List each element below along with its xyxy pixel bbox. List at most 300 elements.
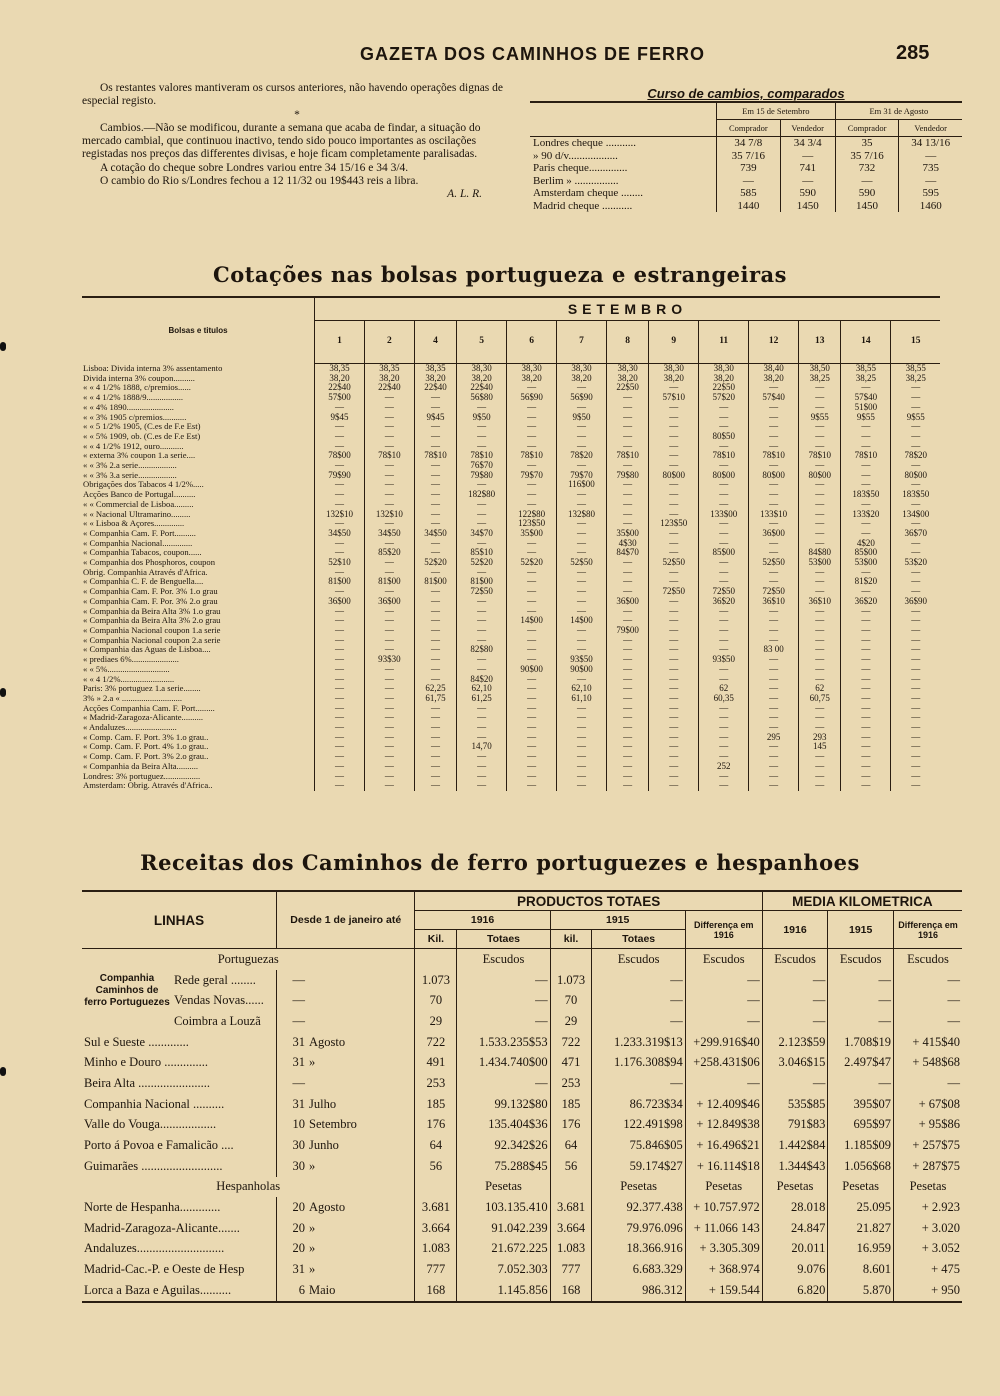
unit-label: Escudos — [894, 949, 963, 970]
value-cell: + 287$75 — [894, 1156, 963, 1177]
value-cell: 253 — [415, 1073, 457, 1094]
quote-cell: — — [841, 704, 891, 714]
quote-cell: — — [414, 752, 456, 762]
quote-cell: 81$00 — [364, 577, 414, 587]
quote-cell: — — [699, 752, 749, 762]
quote-cell: — — [507, 490, 557, 500]
quote-cell: — — [699, 723, 749, 733]
quote-cell: — — [749, 568, 799, 578]
value-cell: 3.664 — [415, 1218, 457, 1239]
quote-cell: — — [364, 413, 414, 423]
quote-cell: — — [364, 645, 414, 655]
value-cell: — — [685, 990, 762, 1011]
quote-cell: 78$10 — [414, 451, 456, 461]
quote-cell: 90$00 — [557, 665, 607, 675]
table-row — [82, 1280, 962, 1301]
quote-cell: 9$50 — [457, 413, 507, 423]
quote-cell: — — [557, 577, 607, 587]
day-header: 4 — [414, 321, 456, 364]
year-header: 1915 — [828, 911, 894, 949]
quote-cell: — — [749, 616, 799, 626]
table-row — [82, 1239, 962, 1260]
quote-cell: — — [891, 684, 940, 694]
day-header: 15 — [891, 321, 940, 364]
quote-cell: 52$20 — [414, 558, 456, 568]
value-cell: — — [894, 1073, 963, 1094]
quote-cell: 36$90 — [891, 597, 940, 607]
quote-cell: 57$20 — [699, 393, 749, 403]
value-cell: 1.145.856 — [457, 1280, 550, 1301]
table-row — [82, 772, 940, 782]
cambios-label: » 90 d/v.................. — [533, 149, 618, 162]
quote-cell: — — [649, 480, 699, 490]
quote-cell: — — [315, 762, 365, 772]
value-cell: 185 — [415, 1094, 457, 1115]
cambios-cell: — — [899, 175, 962, 188]
day-header: 1 — [315, 321, 365, 364]
quote-cell: 52$20 — [457, 558, 507, 568]
quote-cell: — — [891, 422, 940, 432]
value-cell: Maio — [309, 1282, 336, 1297]
linha-label: Guimarães .......................... — [84, 1158, 223, 1173]
quote-cell: — — [891, 742, 940, 752]
table-row — [82, 626, 940, 636]
quote-cell: 38,30 — [606, 364, 648, 374]
year-header: 1915 — [550, 911, 685, 930]
quote-cell: — — [699, 607, 749, 617]
quote-cell: — — [749, 655, 799, 665]
quote-cell: — — [799, 529, 841, 539]
quote-cell: — — [414, 723, 456, 733]
quote-cell: — — [507, 548, 557, 558]
lead-text — [82, 82, 512, 202]
quote-cell: — — [891, 548, 940, 558]
titulo-label: Paris: 3% portuguez 1.a serie........ — [83, 684, 201, 694]
titulo-label: « Companhia da Beira Alta 3% 2.o grau — [83, 616, 221, 626]
quote-cell: — — [891, 568, 940, 578]
quote-cell: — — [457, 752, 507, 762]
quote-cell: — — [414, 403, 456, 413]
quote-cell: 38,25 — [799, 374, 841, 384]
quote-cell: 52$20 — [507, 558, 557, 568]
cambios-paragraph: Cambios.—Não se modificou, durante a semana que acaba de findar, a situação do mercado cambial, que continuou inactivo, tendo sido pouco importantes as oscilações registadas nos preços das differentes divisas, e hoje ficam completamente paralisadas. — [82, 121, 481, 161]
quote-cell: — — [557, 587, 607, 597]
value-cell: + 950 — [894, 1280, 963, 1301]
quote-cell: — — [606, 587, 648, 597]
quote-cell: 78$10 — [507, 451, 557, 461]
quote-cell: — — [315, 675, 365, 685]
value-cell: Agosto — [309, 1034, 346, 1049]
quote-cell: — — [507, 597, 557, 607]
quote-cell: 62,10 — [557, 684, 607, 694]
quote-cell: — — [315, 490, 365, 500]
day-header: 8 — [606, 321, 648, 364]
quote-cell: 38,30 — [457, 364, 507, 374]
quote-cell: — — [414, 393, 456, 403]
quote-cell: — — [364, 723, 414, 733]
quote-cell: 36$20 — [699, 597, 749, 607]
media-header: MEDIA KILOMETRICA — [762, 892, 962, 911]
binding-mark — [0, 688, 6, 697]
quote-cell: — — [414, 762, 456, 772]
quote-cell: — — [749, 636, 799, 646]
quote-cell: — — [414, 539, 456, 549]
separator-asterisk: * — [294, 108, 300, 121]
quote-cell: — — [507, 568, 557, 578]
cambios-cell: 741 — [780, 162, 835, 175]
quote-cell: 53$20 — [891, 558, 940, 568]
table-row — [82, 1259, 962, 1280]
quote-cell: 57$40 — [841, 393, 891, 403]
quote-cell: — — [364, 471, 414, 481]
quote-cell: — — [799, 519, 841, 529]
author-signature: A. L. R. — [447, 188, 482, 201]
quote-cell: — — [557, 529, 607, 539]
quote-cell: — — [841, 713, 891, 723]
quote-cell: 38,40 — [749, 364, 799, 374]
value-cell: 3.046$15 — [762, 1052, 828, 1073]
quote-cell: 62,25 — [414, 684, 456, 694]
quote-cell: — — [841, 723, 891, 733]
quote-cell: — — [891, 432, 940, 442]
quote-cell: — — [457, 704, 507, 714]
quote-cell: 80$00 — [749, 471, 799, 481]
value-cell: — — [592, 990, 685, 1011]
quote-cell: — — [414, 655, 456, 665]
value-cell: » — [309, 1055, 316, 1070]
value-cell: 1.434.740$00 — [457, 1052, 550, 1073]
quote-cell: — — [315, 733, 365, 743]
quote-cell: — — [649, 451, 699, 461]
quote-cell: — — [841, 461, 891, 471]
year-header: 1916 — [415, 911, 550, 930]
quote-cell: — — [699, 616, 749, 626]
quote-cell: 38,20 — [315, 374, 365, 384]
quote-cell: 79$90 — [315, 471, 365, 481]
cambios-paragraph: A cotação do cheque sobre Londres variou entre 34 15/16 e 34 3/4. — [100, 161, 409, 174]
quote-cell: — — [699, 490, 749, 500]
quote-cell: 22$40 — [414, 383, 456, 393]
quote-cell: — — [649, 548, 699, 558]
linha-label: Madrid-Zaragoza-Alicante....... — [84, 1220, 240, 1235]
quote-cell: 22$40 — [457, 383, 507, 393]
value-cell: 1.708$19 — [828, 1032, 894, 1053]
value-cell: 16.959 — [828, 1239, 894, 1260]
titulo-label: « Companhia Nacional.............. — [83, 538, 193, 548]
table-row — [82, 1135, 962, 1156]
quote-cell: — — [841, 655, 891, 665]
quote-cell: — — [557, 568, 607, 578]
value-cell: » — [309, 1220, 316, 1235]
quote-cell: — — [649, 510, 699, 520]
quote-cell: 34$50 — [315, 529, 365, 539]
quote-cell: — — [507, 684, 557, 694]
quote-cell: 252 — [699, 762, 749, 772]
quote-cell: — — [891, 403, 940, 413]
value-cell: + 475 — [894, 1259, 963, 1280]
quote-cell: — — [799, 442, 841, 452]
quote-cell: — — [799, 665, 841, 675]
value-cell: 59.174$27 — [592, 1156, 685, 1177]
quote-cell: 84$80 — [799, 548, 841, 558]
quote-cell: 36$10 — [749, 597, 799, 607]
value-cell: + 257$75 — [894, 1135, 963, 1156]
table-row — [82, 471, 940, 481]
quote-cell: — — [649, 529, 699, 539]
quote-cell: — — [841, 694, 891, 704]
quote-cell: — — [649, 403, 699, 413]
quote-cell: — — [649, 713, 699, 723]
quote-cell: — — [649, 723, 699, 733]
quote-cell: — — [315, 500, 365, 510]
quote-cell: — — [891, 500, 940, 510]
quote-cell: — — [457, 636, 507, 646]
value-cell: 79.976.096 — [592, 1218, 685, 1239]
quote-cell: — — [414, 461, 456, 471]
value-cell: 70 — [550, 990, 592, 1011]
quote-cell: — — [799, 626, 841, 636]
quote-cell: — — [364, 742, 414, 752]
linha-label: Lorca a Baza e Aguilas.......... — [84, 1282, 232, 1297]
quote-cell: — — [606, 490, 648, 500]
quote-cell: 79$00 — [606, 626, 648, 636]
value-cell: — — [457, 1011, 550, 1032]
quote-cell: 132$80 — [557, 510, 607, 520]
quote-cell: 57$10 — [649, 393, 699, 403]
table-row — [82, 636, 940, 646]
quote-cell: — — [364, 704, 414, 714]
cambios-paragraph: O cambio do Rio s/Londres fechou a 12 11/32 ou 19$443 reis a libra. — [100, 175, 419, 188]
cambios-cell: 1450 — [780, 200, 835, 213]
unit-label: Pesetas — [457, 1177, 550, 1198]
quote-cell: — — [891, 577, 940, 587]
company-label: Companhia Caminhos de ferro Portuguezes — [84, 972, 170, 1008]
quote-cell: — — [841, 626, 891, 636]
quote-cell: — — [364, 558, 414, 568]
quote-cell: — — [699, 636, 749, 646]
value-cell: 99.132$80 — [457, 1094, 550, 1115]
value-cell: + 159.544 — [685, 1280, 762, 1301]
quote-cell: — — [649, 500, 699, 510]
quote-cell: — — [891, 655, 940, 665]
quote-cell: 9$45 — [315, 413, 365, 423]
quote-cell: — — [364, 665, 414, 675]
quote-cell: — — [799, 403, 841, 413]
quote-cell: 57$00 — [315, 393, 365, 403]
quote-cell: — — [891, 704, 940, 714]
quote-cell: — — [315, 704, 365, 714]
quote-cell: 36$00 — [606, 597, 648, 607]
quote-cell: — — [457, 655, 507, 665]
value-cell: Agosto — [309, 1200, 346, 1215]
section-row — [82, 1177, 962, 1198]
linha-label: Vendas Novas...... — [174, 993, 264, 1008]
section-label: Portuguezas — [217, 951, 279, 966]
cambios-label: Berlim » ................ — [533, 174, 619, 187]
quote-cell: — — [799, 752, 841, 762]
quote-cell: — — [649, 752, 699, 762]
quote-cell: — — [749, 665, 799, 675]
quote-cell: — — [699, 558, 749, 568]
quote-cell: — — [699, 626, 749, 636]
quote-cell: — — [891, 607, 940, 617]
cambios-cell: 1460 — [899, 200, 962, 213]
value-cell: — — [828, 1011, 894, 1032]
quote-cell: — — [649, 772, 699, 782]
quote-cell: — — [315, 548, 365, 558]
quote-cell: — — [457, 422, 507, 432]
quote-cell: — — [507, 655, 557, 665]
titulo-label: « Companhia dos Phosphoros, coupon — [83, 558, 216, 568]
value-cell: 7.052.303 — [457, 1259, 550, 1280]
table-row — [82, 539, 940, 549]
value-cell: 491 — [415, 1052, 457, 1073]
quote-cell: — — [364, 762, 414, 772]
quote-cell: — — [606, 422, 648, 432]
cambios-subheader: Vendedor — [780, 120, 835, 137]
quote-cell: — — [891, 519, 940, 529]
cambios-cell: 34 3/4 — [780, 137, 835, 150]
value-cell: 122.491$98 — [592, 1115, 685, 1136]
quote-cell: — — [799, 432, 841, 442]
value-cell: — — [828, 990, 894, 1011]
quote-cell: — — [699, 519, 749, 529]
value-cell: 695$97 — [828, 1115, 894, 1136]
day-header: 13 — [799, 321, 841, 364]
value-cell: — — [894, 1011, 963, 1032]
value-cell: + 3.020 — [894, 1218, 963, 1239]
value-cell: + 95$86 — [894, 1115, 963, 1136]
cambios-cell: 1450 — [835, 200, 899, 213]
table-row — [82, 1032, 962, 1053]
quote-cell: 62 — [799, 684, 841, 694]
value-cell: 6 — [277, 1280, 308, 1301]
binding-mark — [0, 1067, 6, 1076]
value-cell: » — [309, 1158, 316, 1173]
value-cell: 86.723$34 — [592, 1094, 685, 1115]
quote-cell: 56$90 — [507, 393, 557, 403]
quote-cell: — — [606, 694, 648, 704]
quote-cell: — — [841, 781, 891, 791]
value-cell: 1.185$09 — [828, 1135, 894, 1156]
quote-cell: — — [315, 626, 365, 636]
quote-cell: 38,30 — [557, 364, 607, 374]
titulo-label: Acções Banco de Portugal.......... — [83, 490, 196, 500]
quote-cell: — — [606, 636, 648, 646]
quote-cell: 9$50 — [557, 413, 607, 423]
quote-cell: — — [507, 577, 557, 587]
titulo-label: « « 5 1/2% 1905, (C.es de F.e Est) — [83, 422, 201, 432]
quote-cell: — — [414, 548, 456, 558]
quote-cell: — — [364, 752, 414, 762]
cambios-cell: 35 7/16 — [717, 150, 781, 163]
quote-cell: — — [364, 480, 414, 490]
quote-cell: — — [507, 432, 557, 442]
quote-cell: — — [507, 461, 557, 471]
bolsas-table — [82, 298, 940, 791]
value-cell: — — [592, 1011, 685, 1032]
cambios-cell: 595 — [899, 187, 962, 200]
value-cell: 9.076 — [762, 1259, 828, 1280]
quote-cell: — — [457, 733, 507, 743]
quote-cell: — — [364, 675, 414, 685]
day-header: 7 — [557, 321, 607, 364]
value-cell: 471 — [550, 1052, 592, 1073]
quote-cell: 72$50 — [749, 587, 799, 597]
value-cell: 8.601 — [828, 1259, 894, 1280]
quote-cell: — — [649, 413, 699, 423]
quote-cell: — — [749, 490, 799, 500]
table-row — [82, 490, 940, 500]
quote-cell: — — [841, 607, 891, 617]
cambios-cell: 34 13/16 — [899, 137, 962, 150]
quote-cell: — — [457, 626, 507, 636]
unit-label: Pesetas — [592, 1177, 685, 1198]
quote-cell: — — [457, 723, 507, 733]
quote-cell: — — [507, 704, 557, 714]
quote-cell: — — [457, 781, 507, 791]
cambios-subheader: Vendedor — [899, 120, 962, 137]
quote-cell: — — [749, 781, 799, 791]
linha-label: Beira Alta ....................... — [84, 1075, 211, 1090]
value-cell: — — [828, 970, 894, 991]
titulo-label: « Companhia Nacional coupon 1.a serie — [83, 625, 221, 635]
table-row — [82, 1218, 962, 1239]
quote-cell: 38,25 — [891, 374, 940, 384]
table-row — [82, 432, 940, 442]
section-row — [82, 949, 962, 970]
quote-cell: — — [364, 539, 414, 549]
quote-cell: — — [606, 733, 648, 743]
quote-cell: — — [414, 713, 456, 723]
quote-cell: — — [557, 539, 607, 549]
quote-cell: — — [841, 772, 891, 782]
quote-cell: 52$50 — [649, 558, 699, 568]
quote-cell: — — [799, 607, 841, 617]
value-cell: 1.073 — [415, 970, 457, 991]
quote-cell: — — [457, 597, 507, 607]
quote-cell: — — [749, 762, 799, 772]
quote-cell: 22$50 — [699, 383, 749, 393]
quote-cell: 80$50 — [699, 432, 749, 442]
quote-cell: 36$20 — [841, 597, 891, 607]
quote-cell: — — [557, 626, 607, 636]
quote-cell: — — [891, 645, 940, 655]
value-cell: + 415$40 — [894, 1032, 963, 1053]
quote-cell: — — [364, 781, 414, 791]
quote-cell: — — [649, 762, 699, 772]
quote-cell: 38,20 — [699, 374, 749, 384]
quote-cell: — — [799, 675, 841, 685]
titulo-label: Acções Companhia Cam. F. Port......... — [83, 703, 215, 713]
table-row — [82, 383, 940, 393]
quote-cell: — — [649, 655, 699, 665]
kil-header: Kil. — [415, 930, 457, 949]
quote-cell: — — [507, 723, 557, 733]
titulo-label: « « 5% 1909, ob. (C.es de F.e Est) — [83, 431, 201, 441]
table-row — [82, 723, 940, 733]
value-cell: — — [894, 970, 963, 991]
value-cell: 3.664 — [550, 1218, 592, 1239]
quote-cell: — — [414, 442, 456, 452]
quote-cell: — — [557, 675, 607, 685]
cambios-cell: 34 7/8 — [717, 137, 781, 150]
totaes-header: Totaes — [592, 930, 685, 949]
quote-cell: — — [557, 607, 607, 617]
quote-cell: 38,30 — [699, 364, 749, 374]
quote-cell: — — [315, 645, 365, 655]
quote-cell: — — [649, 539, 699, 549]
